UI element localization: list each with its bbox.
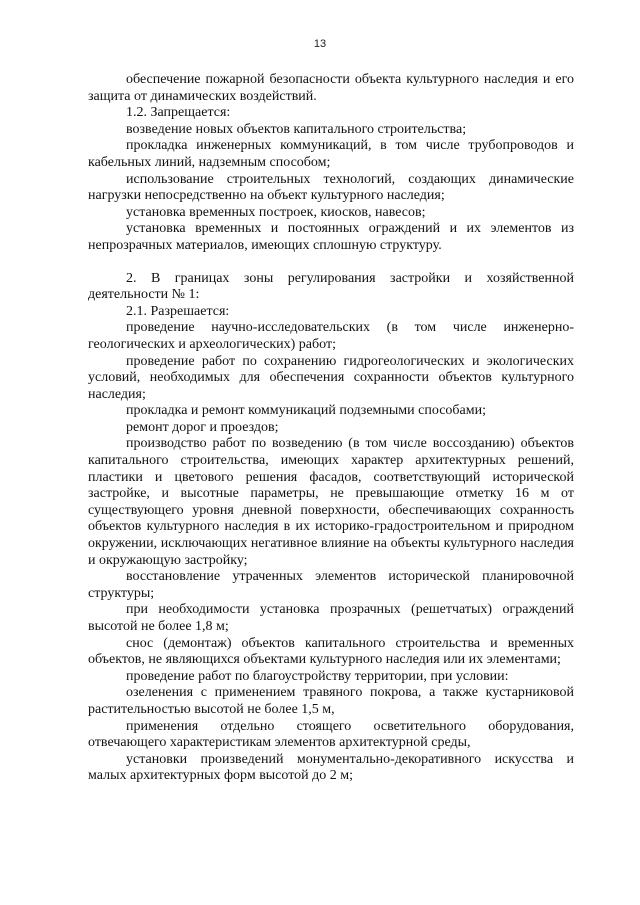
paragraph-transparent-fences: при необходимости установка прозрачных (решетчатых) ограждений высотой не более 1,8 м; — [88, 602, 574, 634]
paragraph-underground-communications: прокладка и ремонт коммуникаций подземными способами; — [126, 403, 486, 419]
document-body — [88, 72, 574, 785]
paragraph-section-2-heading: 2. В границах зоны регулирования застройки и хозяйственной деятельности № 1: — [88, 270, 574, 303]
paragraph-engineering-communications: прокладка инженерных коммуникаций, в том числе трубопроводов и кабельных линий, надземным способом; — [88, 138, 574, 170]
paragraph-monumental-art: установки произведений монументально-декоративного искусства и малых архитектурных форм высотой до 2 м; — [88, 751, 574, 784]
paragraph-fire-safety: обеспечение пожарной безопасности объекта культурного наследия и его защита от динамических воздействий. — [88, 72, 574, 104]
paragraph-construction-technologies: использование строительных технологий, создающих динамические нагрузки непосредственно на объект культурного наследия; — [88, 171, 574, 204]
paragraph-construction-works: производство работ по возведению (в том числе воссозданию) объектов капитального строительства, имеющих характер архитектурных решений, пластики и цветового решения фасадов, соответствующий исторической застройке, и высотные параметры, не превышающие отметку 16 м от существующего уровня дневной поверхности, обеспечивающих сохранность объектов культурного наследия в их историко-градостроительном и природном окружении, исключающих негативное влияние на объекты культурного наследия и окружающую застройку; — [88, 436, 574, 568]
paragraph-road-repair: ремонт дорог и проездов; — [126, 419, 279, 435]
paragraph-greening: озеленения с применением травяного покрова, а также кустарниковой растительностью высотой не более 1,5 м, — [88, 685, 574, 717]
paragraph-planning-structure: восстановление утраченных элементов исторической планировочной структуры; — [88, 569, 574, 601]
paragraph-demolition: снос (демонтаж) объектов капитального строительства и временных объектов, не являющихся объектами культурного наследия или их элементами; — [88, 635, 574, 668]
page-number: 13 — [313, 38, 327, 50]
paragraph-fences-opaque: установка временных и постоянных ограждений и их элементов из непрозрачных материалов, имеющих сплошную структуру. — [88, 221, 574, 253]
paragraph-landscaping: проведение работ по благоустройству территории, при условии: — [126, 668, 509, 684]
paragraph-new-construction: возведение новых объектов капитального строительства; — [126, 121, 467, 137]
paragraph-temporary-buildings: установка временных построек, киосков, навесов; — [126, 204, 426, 220]
paragraph-research-works: проведение научно-исследовательских (в том числе инженерно-геологических и археологических) работ; — [88, 320, 574, 352]
paragraph-hydrogeological: проведение работ по сохранению гидрогеологических и экологических условий, необходимых для обеспечения сохранности объектов культурного наследия; — [88, 353, 574, 402]
paragraph-2-1-heading: 2.1. Разрешается: — [126, 303, 230, 319]
paragraph-lighting: применения отдельно стоящего осветительного оборудования, отвечающего характеристикам элементов архитектурной среды, — [88, 718, 574, 751]
paragraph-1-2-heading: 1.2. Запрещается: — [126, 105, 231, 121]
